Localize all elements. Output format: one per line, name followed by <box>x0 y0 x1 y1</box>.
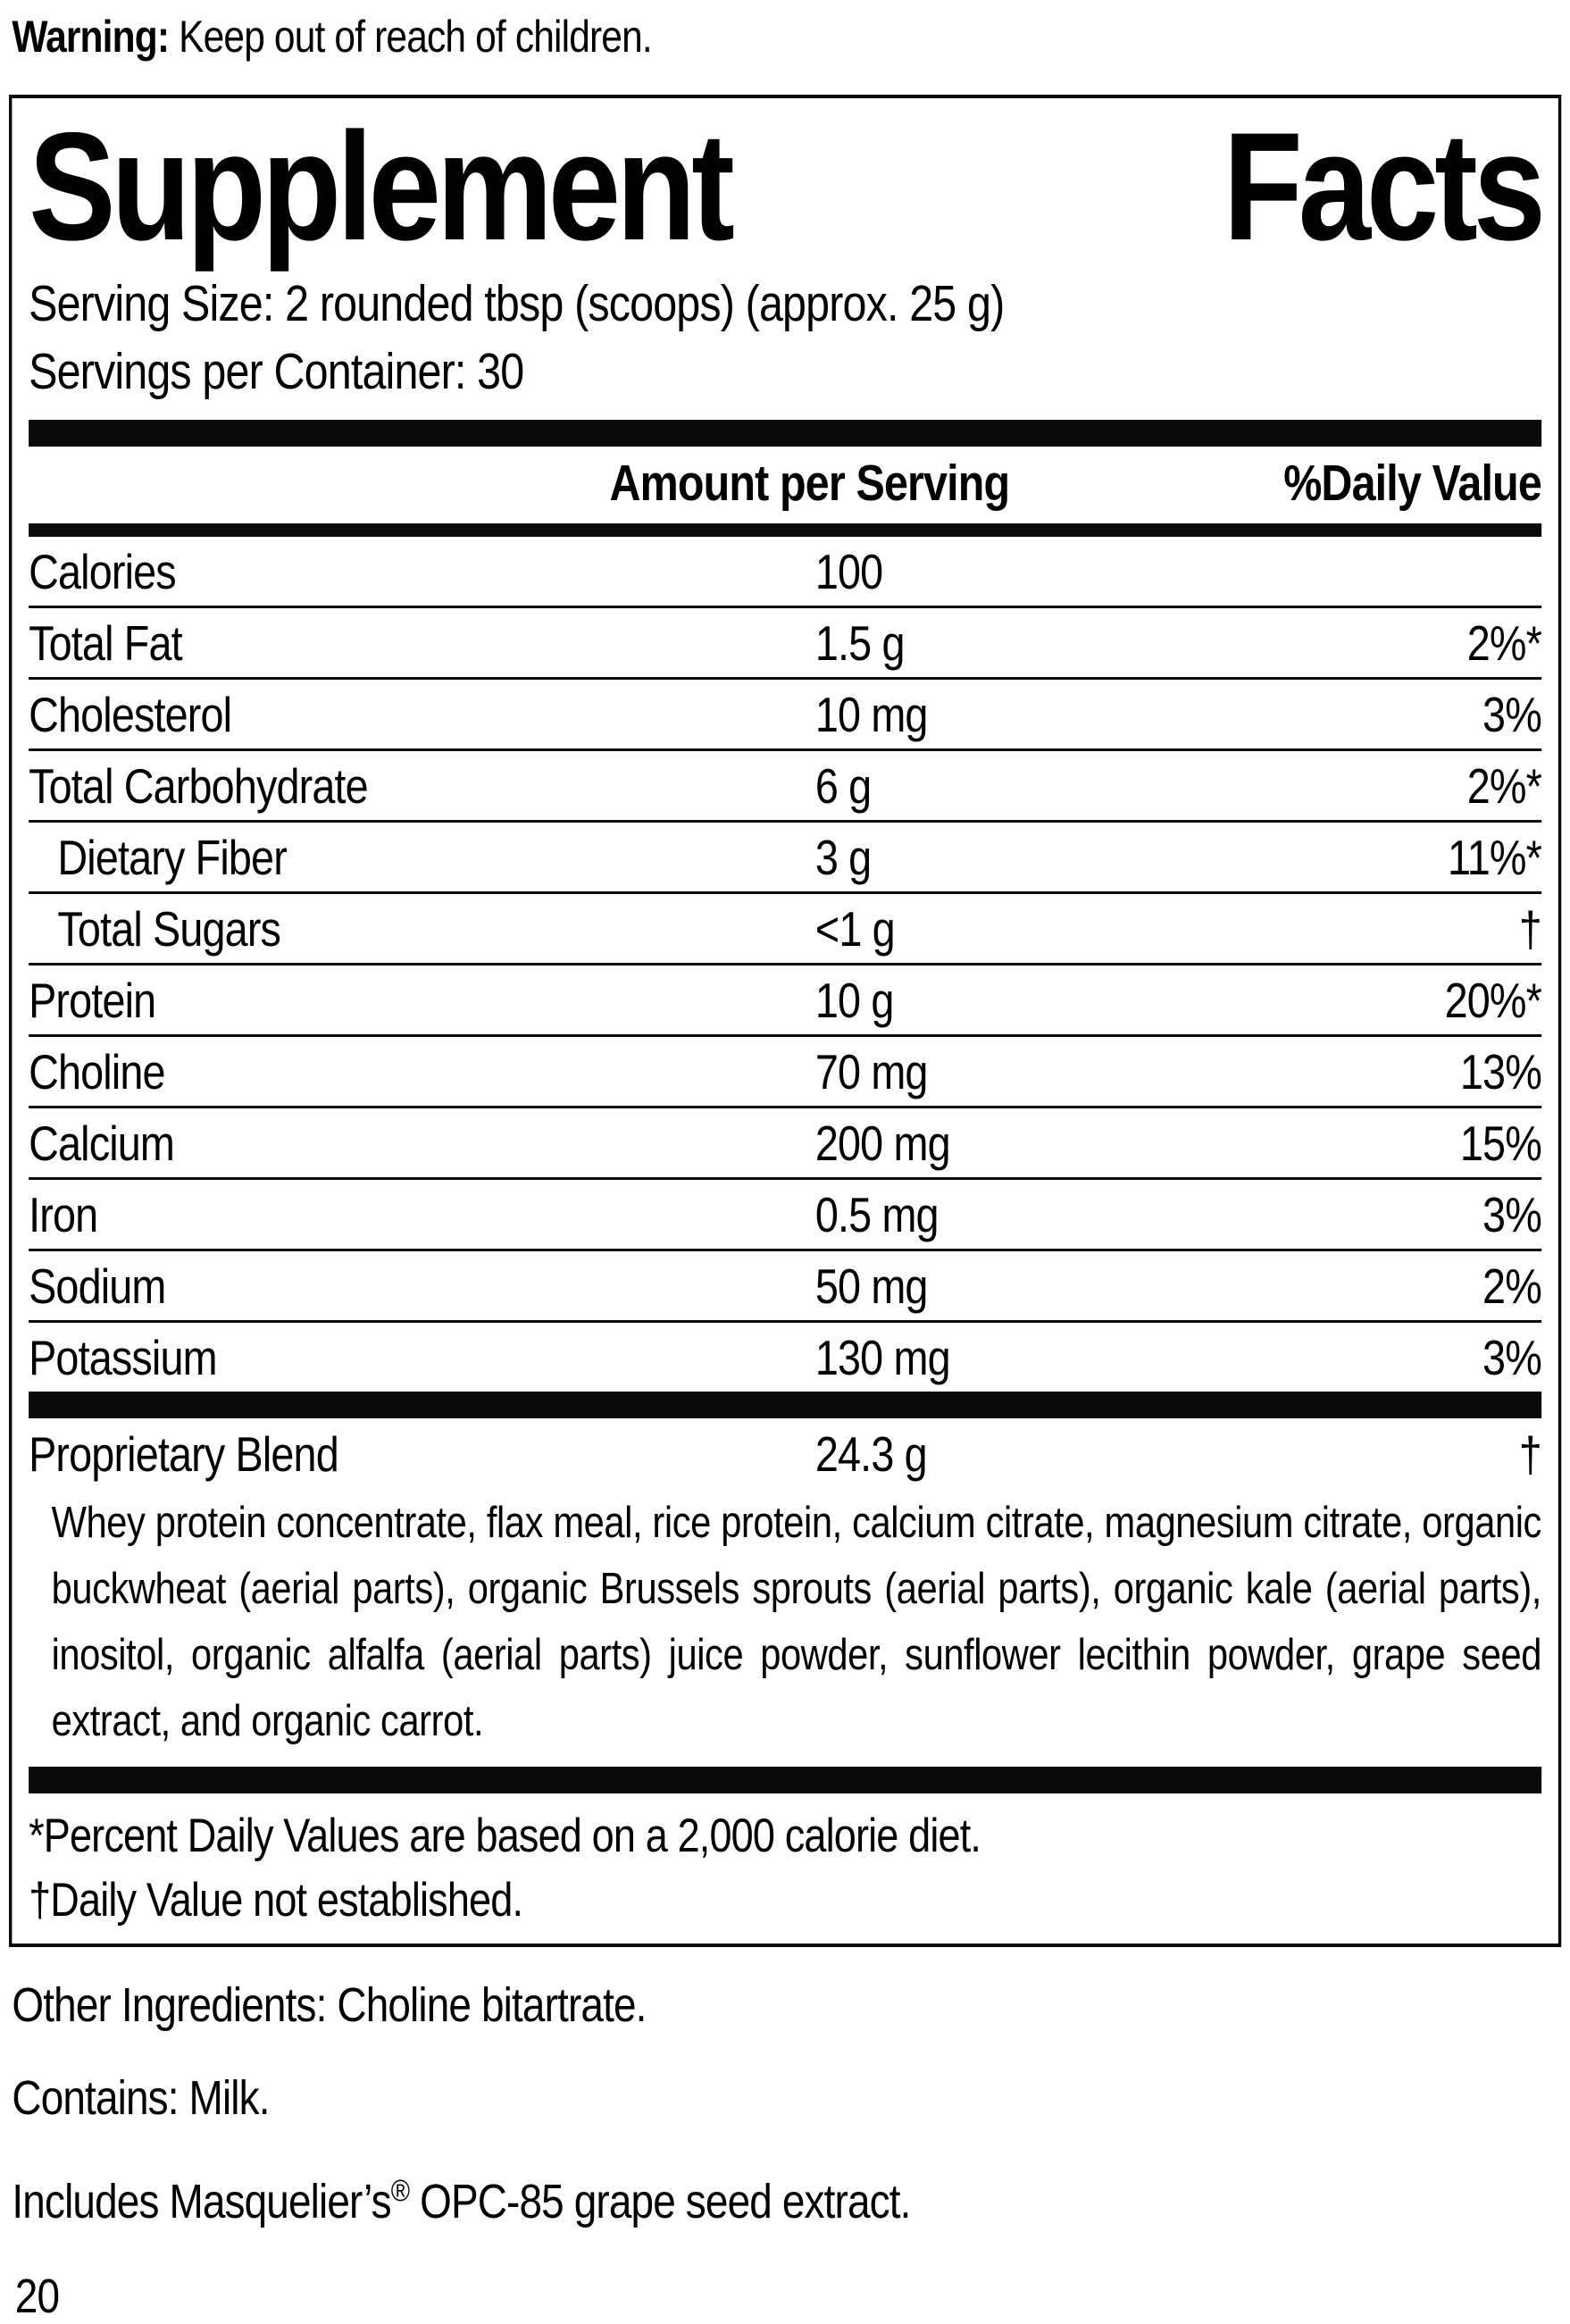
title-word-supplement: Supplement <box>29 101 731 272</box>
includes-prefix: Includes Masquelier’s <box>12 2175 391 2228</box>
title-word-facts: Facts <box>1223 101 1541 272</box>
nutrient-row <box>29 1106 1541 1177</box>
warning-statement <box>12 9 1561 64</box>
separator-bar-top <box>29 420 1541 447</box>
nutrient-amount: 70 mg <box>814 1043 928 1099</box>
blend-amount: 24.3 g <box>814 1426 927 1482</box>
includes-statement <box>12 2165 1561 2228</box>
nutrient-amount: 200 mg <box>814 1115 950 1171</box>
nutrient-amount: 1.5 g <box>814 614 905 671</box>
nutrient-row <box>29 1320 1541 1392</box>
contains-statement: Contains: Milk. <box>12 2071 270 2125</box>
daily-value-header: %Daily Value <box>1283 455 1541 512</box>
nutrient-amount: 6 g <box>814 757 872 814</box>
blend-row <box>29 1418 1541 1490</box>
footnotes <box>29 1804 1541 1933</box>
nutrient-table <box>29 537 1541 1392</box>
nutrient-label: Total Sugars <box>57 900 281 957</box>
nutrient-label: Total Fat <box>29 614 182 671</box>
serving-size: Serving Size: 2 rounded tbsp (scoops) (approx. 25 g) <box>29 275 1005 332</box>
nutrient-row <box>29 748 1541 820</box>
nutrient-row <box>29 677 1541 748</box>
servings-per-container: Servings per Container: 30 <box>29 343 524 400</box>
nutrient-dv: † <box>1518 900 1541 957</box>
nutrient-dv: 2%* <box>1466 614 1541 671</box>
serving-info <box>29 270 1541 405</box>
includes-suffix: OPC-85 grape seed extract. <box>409 2175 911 2228</box>
nutrient-dv: 13% <box>1459 1043 1541 1099</box>
registered-mark: ® <box>390 2174 410 2208</box>
nutrient-row <box>29 891 1541 963</box>
bottom-section <box>12 1979 1561 2324</box>
nutrient-dv: 11%* <box>1448 829 1541 885</box>
nutrient-row <box>29 1034 1541 1106</box>
nutrient-label: Dietary Fiber <box>57 829 287 885</box>
footnote-dagger: †Daily Value not established. <box>29 1874 523 1927</box>
separator-bar-header <box>29 523 1541 537</box>
nutrient-dv: 20%* <box>1444 972 1541 1028</box>
warning-text: Keep out of reach of children. <box>169 12 652 62</box>
nutrient-row <box>29 1249 1541 1320</box>
nutrient-amount: 130 mg <box>814 1329 950 1385</box>
nutrient-dv: 3% <box>1482 1329 1541 1385</box>
warning-label: Warning: <box>12 12 170 62</box>
nutrient-amount: <1 g <box>814 900 895 957</box>
nutrient-label: Calories <box>29 543 176 599</box>
nutrient-label: Cholesterol <box>29 686 232 742</box>
blend-dv: † <box>1518 1426 1541 1482</box>
nutrient-amount: 3 g <box>814 829 872 885</box>
nutrient-label: Protein <box>29 972 156 1028</box>
nutrient-label: Potassium <box>29 1329 217 1385</box>
nutrient-amount: 0.5 mg <box>814 1186 939 1242</box>
nutrient-row <box>29 606 1541 677</box>
nutrient-dv: 3% <box>1482 1186 1541 1242</box>
nutrient-label: Total Carbohydrate <box>29 757 368 814</box>
nutrient-amount: 10 mg <box>814 686 928 742</box>
blend-label: Proprietary Blend <box>29 1426 338 1482</box>
nutrient-amount: 100 <box>814 543 883 599</box>
supplement-facts-panel <box>9 95 1561 1947</box>
table-header <box>29 447 1541 523</box>
footnote-percent-dv: *Percent Daily Values are based on a 2,000 calorie diet. <box>29 1810 981 1862</box>
nutrient-label: Sodium <box>29 1258 166 1314</box>
nutrient-row <box>29 537 1541 606</box>
nutrient-label: Iron <box>29 1186 98 1242</box>
nutrient-amount: 10 g <box>814 972 894 1028</box>
nutrient-row <box>29 820 1541 891</box>
nutrient-dv: 2% <box>1482 1258 1541 1314</box>
panel-title <box>29 101 1541 272</box>
separator-bar-footnotes <box>29 1767 1541 1793</box>
separator-bar-blend <box>29 1392 1541 1418</box>
nutrient-dv: 3% <box>1482 686 1541 742</box>
condensed-type-wrapper <box>9 9 1561 2324</box>
nutrient-dv: 15% <box>1459 1115 1541 1171</box>
page-number: 20 <box>14 2270 60 2323</box>
nutrient-label: Choline <box>29 1043 165 1099</box>
other-ingredients: Other Ingredients: Choline bitartrate. <box>12 1978 647 2032</box>
nutrient-row <box>29 963 1541 1034</box>
nutrient-amount: 50 mg <box>814 1258 928 1314</box>
nutrient-dv: 2%* <box>1466 757 1541 814</box>
blend-description: Whey protein concentrate, flax meal, rice protein, calcium citrate, magnesium citrate, organic buckwheat (aerial parts), organic Brussels sprouts (aerial parts), organic kale (aerial parts), inositol, organic alfalfa (aerial parts) juice powder, sunflower lecithin powder, grape seed extract, and organic carrot. <box>51 1499 1541 1745</box>
amount-per-serving-header: Amount per Serving <box>609 455 1010 512</box>
nutrient-row <box>29 1177 1541 1249</box>
nutrient-label: Calcium <box>29 1115 175 1171</box>
